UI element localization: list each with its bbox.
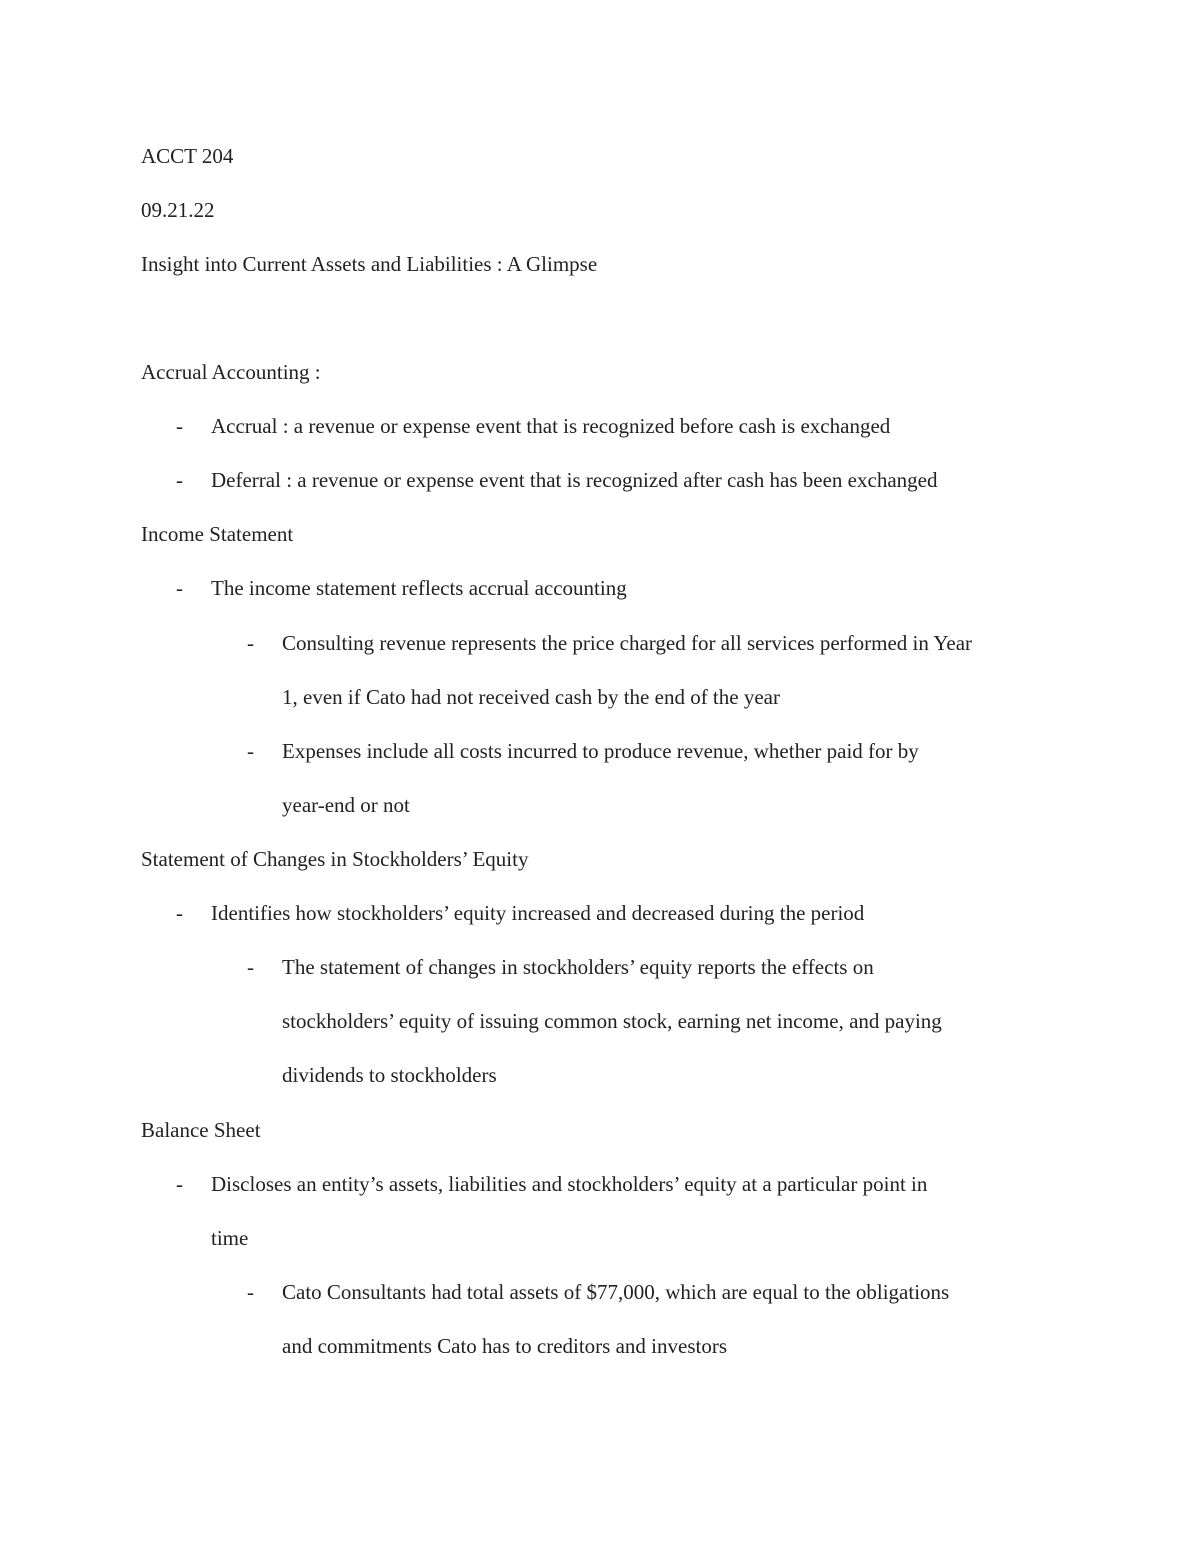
sub-bullet-equity-statement-cont-1: stockholders’ equity of issuing common stock, earning net income, and paying: [282, 1009, 942, 1033]
bullet-balance-discloses-cont: time: [211, 1226, 249, 1250]
sub-bullet-equity-statement-cont-2: dividends to stockholders: [282, 1063, 497, 1087]
sub-bullet-dash: -: [247, 955, 254, 979]
bullet-accrual: Accrual : a revenue or expense event that is recognized before cash is exchanged: [211, 414, 891, 438]
section-heading-stockholders-equity: Statement of Changes in Stockholders’ Equity: [141, 847, 529, 871]
note-date: 09.21.22: [141, 198, 215, 222]
section-heading-accrual-accounting: Accrual Accounting :: [141, 360, 321, 384]
bullet-dash: -: [176, 414, 183, 438]
bullet-dash: -: [176, 576, 183, 600]
sub-bullet-cato-assets: Cato Consultants had total assets of $77,000, which are equal to the obligations: [282, 1280, 950, 1304]
sub-bullet-equity-statement: The statement of changes in stockholders’ equity reports the effects on: [282, 955, 874, 979]
sub-bullet-dash: -: [247, 1280, 254, 1304]
bullet-balance-discloses: Discloses an entity’s assets, liabilities and stockholders’ equity at a particular point in: [211, 1172, 928, 1196]
sub-bullet-dash: -: [247, 739, 254, 763]
sub-bullet-expenses-cont: year-end or not: [282, 793, 410, 817]
bullet-equity-identifies: Identifies how stockholders’ equity increased and decreased during the period: [211, 901, 865, 925]
course-code: ACCT 204: [141, 144, 234, 168]
bullet-deferral: Deferral : a revenue or expense event that is recognized after cash has been exchanged: [211, 468, 938, 492]
section-heading-income-statement: Income Statement: [141, 522, 294, 546]
document-title: Insight into Current Assets and Liabilities : A Glimpse: [141, 252, 598, 276]
sub-bullet-expenses: Expenses include all costs incurred to produce revenue, whether paid for by: [282, 739, 919, 763]
sub-bullet-cato-assets-cont: and commitments Cato has to creditors and investors: [282, 1334, 727, 1358]
section-heading-balance-sheet: Balance Sheet: [141, 1118, 261, 1142]
sub-bullet-dash: -: [247, 631, 254, 655]
sub-bullet-consulting-revenue: Consulting revenue represents the price charged for all services performed in Year: [282, 631, 973, 655]
bullet-dash: -: [176, 901, 183, 925]
sub-bullet-consulting-revenue-cont: 1, even if Cato had not received cash by the end of the year: [282, 685, 780, 709]
bullet-dash: -: [176, 1172, 183, 1196]
bullet-income-accrual: The income statement reflects accrual accounting: [211, 576, 627, 600]
bullet-dash: -: [176, 468, 183, 492]
